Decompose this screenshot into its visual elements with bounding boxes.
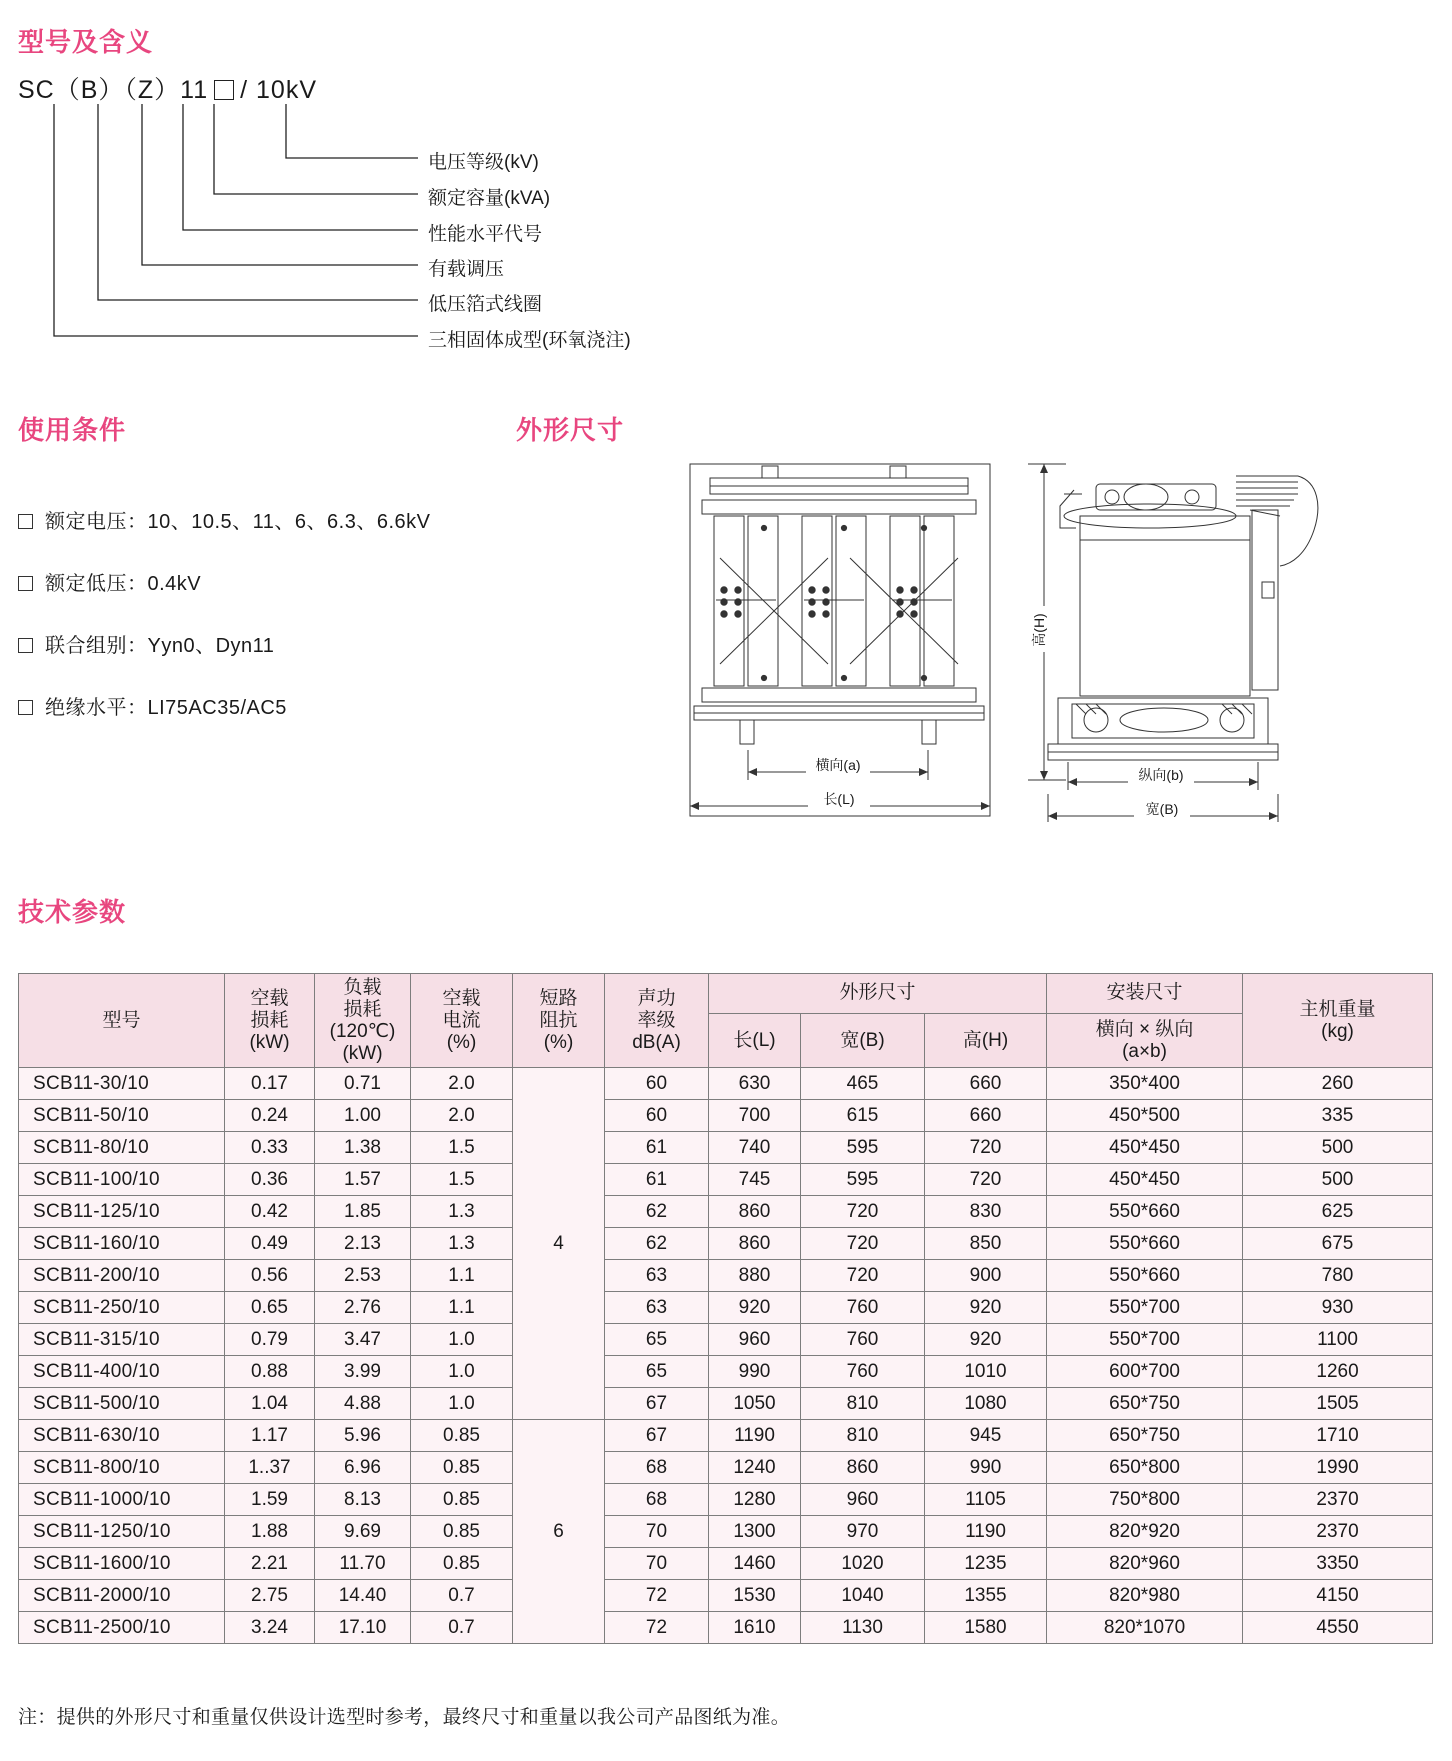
cell-load-loss: 1.57 (315, 1164, 411, 1196)
cell-outline-width: 960 (801, 1484, 925, 1516)
cell-outline-width: 720 (801, 1196, 925, 1228)
cell-weight: 1100 (1243, 1324, 1433, 1356)
col-header-outline-width: 宽(B) (801, 1013, 925, 1068)
dim-label-longitudinal: 纵向(b) (1138, 767, 1184, 783)
model-code (18, 70, 317, 106)
parameters-table-body (19, 1068, 1433, 1644)
cell-sound-power: 72 (605, 1580, 709, 1612)
usage-conditions-section (18, 410, 538, 753)
cell-outline-width: 1040 (801, 1580, 925, 1612)
cell-sound-power: 62 (605, 1228, 709, 1260)
cell-no-load-loss: 3.24 (225, 1612, 315, 1644)
col-header-outline-dimensions: 外形尺寸 (709, 974, 1047, 1014)
cell-no-load-loss: 0.17 (225, 1068, 315, 1100)
leader-label-performance-code: 性能水平代号 (428, 224, 543, 245)
cell-outline-height: 920 (925, 1324, 1047, 1356)
cell-weight: 3350 (1243, 1548, 1433, 1580)
leader-label-voltage-class: 电压等级(kV) (428, 152, 539, 173)
cell-no-load-current: 2.0 (411, 1100, 513, 1132)
cell-outline-width: 970 (801, 1516, 925, 1548)
cell-sound-power: 63 (605, 1292, 709, 1324)
cell-load-loss: 1.00 (315, 1100, 411, 1132)
cell-outline-width: 1020 (801, 1548, 925, 1580)
cell-load-loss: 2.76 (315, 1292, 411, 1324)
cell-sound-power: 61 (605, 1164, 709, 1196)
table-row (19, 1612, 1433, 1644)
cell-outline-width: 465 (801, 1068, 925, 1100)
cell-outline-length: 1050 (709, 1388, 801, 1420)
col-header-line: (kW) (342, 1042, 383, 1064)
table-row (19, 1452, 1433, 1484)
outline-dimension-section (516, 410, 1436, 817)
cell-weight: 2370 (1243, 1516, 1433, 1548)
cell-model: SCB11-500/10 (19, 1388, 225, 1420)
usage-item-insulation-level (18, 691, 538, 720)
cell-install-dimensions: 820*980 (1047, 1580, 1243, 1612)
cell-sound-power: 65 (605, 1356, 709, 1388)
cell-load-loss: 11.70 (315, 1548, 411, 1580)
cell-install-dimensions: 350*400 (1047, 1068, 1243, 1100)
cell-outline-length: 745 (709, 1164, 801, 1196)
cell-short-circuit-impedance: 6 (513, 1420, 605, 1644)
cell-sound-power: 63 (605, 1260, 709, 1292)
cell-weight: 1710 (1243, 1420, 1433, 1452)
cell-load-loss: 5.96 (315, 1420, 411, 1452)
cell-load-loss: 3.99 (315, 1356, 411, 1388)
leader-label-three-phase-cast: 三相固体成型(环氧浇注) (428, 330, 631, 351)
model-section-title: 型号及含义 (18, 27, 154, 57)
cell-model: SCB11-125/10 (19, 1196, 225, 1228)
checkbox-icon (18, 576, 33, 591)
cell-no-load-loss: 1.17 (225, 1420, 315, 1452)
cell-no-load-current: 1.1 (411, 1292, 513, 1324)
dim-label-transverse: 横向(a) (815, 757, 861, 773)
col-header-line: 主机重量 (1299, 998, 1376, 1020)
cell-model: SCB11-1000/10 (19, 1484, 225, 1516)
cell-no-load-loss: 1.88 (225, 1516, 315, 1548)
table-row (19, 1196, 1433, 1228)
cell-outline-width: 810 (801, 1420, 925, 1452)
cell-model: SCB11-200/10 (19, 1260, 225, 1292)
cell-outline-height: 850 (925, 1228, 1047, 1260)
cell-outline-width: 615 (801, 1100, 925, 1132)
cell-outline-height: 900 (925, 1260, 1047, 1292)
dim-label-width: 宽(B) (1145, 801, 1179, 817)
cell-load-loss: 1.85 (315, 1196, 411, 1228)
dim-label-height: 高(H) (1031, 613, 1047, 647)
col-header-line: (kg) (1321, 1020, 1354, 1042)
cell-outline-height: 660 (925, 1100, 1047, 1132)
cell-weight: 335 (1243, 1100, 1433, 1132)
cell-outline-width: 760 (801, 1324, 925, 1356)
cell-outline-length: 1610 (709, 1612, 801, 1644)
cell-outline-height: 720 (925, 1164, 1047, 1196)
table-row (19, 1260, 1433, 1292)
table-row (19, 1324, 1433, 1356)
cell-model: SCB11-160/10 (19, 1228, 225, 1260)
cell-install-dimensions: 450*450 (1047, 1164, 1243, 1196)
col-header-line: 横向 × 纵向 (1095, 1018, 1194, 1040)
cell-install-dimensions: 600*700 (1047, 1356, 1243, 1388)
cell-install-dimensions: 650*750 (1047, 1388, 1243, 1420)
col-header-line: 负载 (343, 977, 382, 998)
cell-load-loss: 2.53 (315, 1260, 411, 1292)
cell-no-load-loss: 2.21 (225, 1548, 315, 1580)
cell-no-load-loss: 0.42 (225, 1196, 315, 1228)
cell-weight: 4550 (1243, 1612, 1433, 1644)
col-header-line: 空载 (442, 987, 481, 1009)
col-header-no-load-loss (225, 974, 315, 1068)
cell-no-load-current: 0.85 (411, 1452, 513, 1484)
cell-outline-length: 960 (709, 1324, 801, 1356)
cell-weight: 500 (1243, 1164, 1433, 1196)
cell-outline-length: 880 (709, 1260, 801, 1292)
model-code-prefix: SC（B）（Z）11 (18, 76, 209, 104)
cell-outline-length: 740 (709, 1132, 801, 1164)
cell-install-dimensions: 650*800 (1047, 1452, 1243, 1484)
cell-load-loss: 17.10 (315, 1612, 411, 1644)
cell-weight: 675 (1243, 1228, 1433, 1260)
col-header-line: 声功 (637, 987, 676, 1009)
table-row (19, 1100, 1433, 1132)
usage-section-title: 使用条件 (18, 415, 127, 445)
col-header-outline-length: 长(L) (709, 1013, 801, 1068)
cell-outline-length: 1460 (709, 1548, 801, 1580)
cell-sound-power: 67 (605, 1420, 709, 1452)
col-header-line: (kW) (249, 1031, 290, 1053)
cell-model: SCB11-630/10 (19, 1420, 225, 1452)
cell-weight: 930 (1243, 1292, 1433, 1324)
cell-sound-power: 68 (605, 1484, 709, 1516)
col-header-install-sub (1047, 1013, 1243, 1068)
table-row (19, 1484, 1433, 1516)
usage-item-rated-voltage (18, 505, 538, 534)
cell-load-loss: 6.96 (315, 1452, 411, 1484)
cell-outline-width: 1130 (801, 1612, 925, 1644)
cell-no-load-loss: 0.49 (225, 1228, 315, 1260)
cell-model: SCB11-30/10 (19, 1068, 225, 1100)
cell-no-load-current: 0.85 (411, 1420, 513, 1452)
cell-no-load-current: 1.0 (411, 1356, 513, 1388)
col-header-load-loss (315, 974, 411, 1068)
cell-install-dimensions: 450*450 (1047, 1132, 1243, 1164)
cell-install-dimensions: 450*500 (1047, 1100, 1243, 1132)
cell-weight: 1505 (1243, 1388, 1433, 1420)
transformer-drawing (676, 450, 1436, 870)
cell-outline-height: 1190 (925, 1516, 1047, 1548)
col-header-line: 空载 (250, 987, 289, 1009)
table-note: 注：提供的外形尺寸和重量仅供设计选型时参考，最终尺寸和重量以我公司产品图纸为准。 (18, 1707, 791, 1728)
col-header-no-load-current (411, 974, 513, 1068)
cell-load-loss: 0.71 (315, 1068, 411, 1100)
cell-no-load-current: 2.0 (411, 1068, 513, 1100)
table-row (19, 1068, 1433, 1100)
cell-sound-power: 60 (605, 1100, 709, 1132)
model-meaning-section (18, 22, 778, 351)
col-header-install-dimensions: 安装尺寸 (1047, 974, 1243, 1014)
cell-outline-height: 1235 (925, 1548, 1047, 1580)
cell-sound-power: 72 (605, 1612, 709, 1644)
cell-outline-height: 1580 (925, 1612, 1047, 1644)
table-row (19, 1580, 1433, 1612)
cell-outline-width: 720 (801, 1228, 925, 1260)
cell-weight: 500 (1243, 1132, 1433, 1164)
cell-outline-length: 860 (709, 1228, 801, 1260)
leader-lines (18, 104, 718, 354)
checkbox-icon (18, 638, 33, 653)
col-header-short-circuit-impedance (513, 974, 605, 1068)
cell-install-dimensions: 820*1070 (1047, 1612, 1243, 1644)
cell-model: SCB11-100/10 (19, 1164, 225, 1196)
table-row (19, 1356, 1433, 1388)
cell-no-load-loss: 0.36 (225, 1164, 315, 1196)
cell-outline-height: 830 (925, 1196, 1047, 1228)
col-header-line: (a×b) (1122, 1040, 1167, 1062)
cell-no-load-current: 1.0 (411, 1388, 513, 1420)
technical-parameters-section (18, 892, 1436, 1644)
cell-install-dimensions: 820*920 (1047, 1516, 1243, 1548)
cell-outline-width: 595 (801, 1132, 925, 1164)
cell-outline-width: 595 (801, 1164, 925, 1196)
cell-weight: 1990 (1243, 1452, 1433, 1484)
col-header-sound-power (605, 974, 709, 1068)
cell-install-dimensions: 550*660 (1047, 1228, 1243, 1260)
cell-outline-height: 945 (925, 1420, 1047, 1452)
cell-install-dimensions: 750*800 (1047, 1484, 1243, 1516)
cell-model: SCB11-800/10 (19, 1452, 225, 1484)
checkbox-icon (18, 514, 33, 529)
dim-label-length: 长(L) (823, 791, 855, 807)
table-row (19, 1388, 1433, 1420)
col-header-line: dB(A) (632, 1031, 681, 1053)
cell-load-loss: 8.13 (315, 1484, 411, 1516)
col-header-line: 损耗 (343, 998, 382, 1020)
cell-outline-height: 660 (925, 1068, 1047, 1100)
usage-item-label: 额定电压：10、10.5、11、6、6.3、6.6kV (45, 511, 431, 533)
cell-sound-power: 70 (605, 1548, 709, 1580)
cell-outline-height: 720 (925, 1132, 1047, 1164)
cell-no-load-current: 1.3 (411, 1228, 513, 1260)
cell-no-load-current: 0.7 (411, 1580, 513, 1612)
cell-outline-length: 1190 (709, 1420, 801, 1452)
table-row (19, 1228, 1433, 1260)
col-header-line: 率级 (637, 1009, 676, 1031)
tech-section-title: 技术参数 (18, 897, 127, 927)
cell-outline-height: 1355 (925, 1580, 1047, 1612)
cell-load-loss: 2.13 (315, 1228, 411, 1260)
cell-no-load-loss: 0.33 (225, 1132, 315, 1164)
cell-no-load-current: 1.0 (411, 1324, 513, 1356)
col-header-line: (%) (446, 1031, 477, 1053)
cell-sound-power: 60 (605, 1068, 709, 1100)
col-header-model: 型号 (19, 974, 225, 1068)
usage-item-label: 额定低压：0.4kV (45, 573, 202, 595)
cell-sound-power: 61 (605, 1132, 709, 1164)
cell-model: SCB11-315/10 (19, 1324, 225, 1356)
cell-load-loss: 3.47 (315, 1324, 411, 1356)
col-header-outline-height: 高(H) (925, 1013, 1047, 1068)
col-header-weight (1243, 974, 1433, 1068)
cell-no-load-current: 0.85 (411, 1516, 513, 1548)
table-row (19, 1292, 1433, 1324)
cell-no-load-current: 1.5 (411, 1164, 513, 1196)
cell-outline-length: 920 (709, 1292, 801, 1324)
cell-sound-power: 62 (605, 1196, 709, 1228)
cell-model: SCB11-2000/10 (19, 1580, 225, 1612)
cell-install-dimensions: 650*750 (1047, 1420, 1243, 1452)
checkbox-icon (18, 700, 33, 715)
dimension-section-title: 外形尺寸 (516, 415, 625, 445)
cell-install-dimensions: 550*660 (1047, 1196, 1243, 1228)
cell-load-loss: 14.40 (315, 1580, 411, 1612)
cell-outline-width: 720 (801, 1260, 925, 1292)
cell-no-load-loss: 0.79 (225, 1324, 315, 1356)
cell-no-load-loss: 1.59 (225, 1484, 315, 1516)
cell-no-load-loss: 2.75 (225, 1580, 315, 1612)
cell-outline-length: 1300 (709, 1516, 801, 1548)
cell-no-load-loss: 1.04 (225, 1388, 315, 1420)
cell-no-load-current: 0.7 (411, 1612, 513, 1644)
table-row (19, 1516, 1433, 1548)
cell-load-loss: 4.88 (315, 1388, 411, 1420)
cell-weight: 1260 (1243, 1356, 1433, 1388)
table-row (19, 1420, 1433, 1452)
cell-outline-length: 1240 (709, 1452, 801, 1484)
cell-model: SCB11-400/10 (19, 1356, 225, 1388)
table-header-row-1 (19, 974, 1433, 1014)
parameters-table (18, 973, 1433, 1644)
cell-no-load-current: 1.1 (411, 1260, 513, 1292)
cell-sound-power: 70 (605, 1516, 709, 1548)
cell-weight: 260 (1243, 1068, 1433, 1100)
cell-outline-width: 810 (801, 1388, 925, 1420)
cell-no-load-current: 0.85 (411, 1548, 513, 1580)
cell-load-loss: 1.38 (315, 1132, 411, 1164)
cell-model: SCB11-80/10 (19, 1132, 225, 1164)
cell-no-load-current: 1.3 (411, 1196, 513, 1228)
leader-label-rated-capacity: 额定容量(kVA) (428, 188, 551, 209)
model-code-suffix: / 10kV (240, 76, 318, 104)
cell-outline-height: 1080 (925, 1388, 1047, 1420)
cell-model: SCB11-2500/10 (19, 1612, 225, 1644)
cell-outline-height: 1010 (925, 1356, 1047, 1388)
cell-no-load-loss: 0.24 (225, 1100, 315, 1132)
cell-short-circuit-impedance: 4 (513, 1068, 605, 1420)
table-row (19, 1164, 1433, 1196)
cell-outline-length: 1530 (709, 1580, 801, 1612)
leader-label-lv-foil-coil: 低压箔式线圈 (428, 294, 543, 315)
cell-no-load-loss: 1..37 (225, 1452, 315, 1484)
table-row (19, 1548, 1433, 1580)
cell-no-load-loss: 0.56 (225, 1260, 315, 1292)
cell-model: SCB11-250/10 (19, 1292, 225, 1324)
cell-outline-width: 860 (801, 1452, 925, 1484)
cell-outline-width: 760 (801, 1292, 925, 1324)
col-header-line: 损耗 (250, 1009, 289, 1031)
cell-outline-length: 990 (709, 1356, 801, 1388)
model-code-placeholder-box (214, 80, 234, 100)
leader-label-on-load-tap: 有载调压 (428, 259, 505, 280)
cell-sound-power: 67 (605, 1388, 709, 1420)
cell-weight: 780 (1243, 1260, 1433, 1292)
cell-model: SCB11-1250/10 (19, 1516, 225, 1548)
usage-item-vector-group (18, 629, 538, 658)
cell-outline-length: 1280 (709, 1484, 801, 1516)
cell-load-loss: 9.69 (315, 1516, 411, 1548)
cell-outline-height: 920 (925, 1292, 1047, 1324)
cell-install-dimensions: 820*960 (1047, 1548, 1243, 1580)
cell-outline-height: 990 (925, 1452, 1047, 1484)
cell-outline-width: 760 (801, 1356, 925, 1388)
cell-outline-length: 630 (709, 1068, 801, 1100)
col-header-line: 短路 (539, 987, 578, 1009)
cell-sound-power: 65 (605, 1324, 709, 1356)
usage-item-label: 联合组别：Yyn0、Dyn11 (45, 635, 275, 657)
usage-item-label: 绝缘水平：LI75AC35/AC5 (45, 697, 287, 719)
cell-weight: 625 (1243, 1196, 1433, 1228)
cell-outline-length: 700 (709, 1100, 801, 1132)
col-header-line: 电流 (442, 1009, 481, 1031)
table-row (19, 1132, 1433, 1164)
col-header-line: (120℃) (329, 1020, 396, 1042)
cell-outline-length: 860 (709, 1196, 801, 1228)
cell-sound-power: 68 (605, 1452, 709, 1484)
cell-weight: 2370 (1243, 1484, 1433, 1516)
cell-model: SCB11-1600/10 (19, 1548, 225, 1580)
cell-install-dimensions: 550*700 (1047, 1324, 1243, 1356)
usage-item-rated-lv (18, 567, 538, 596)
cell-no-load-current: 0.85 (411, 1484, 513, 1516)
cell-no-load-loss: 0.65 (225, 1292, 315, 1324)
cell-outline-height: 1105 (925, 1484, 1047, 1516)
col-header-line: (%) (543, 1031, 574, 1053)
cell-no-load-current: 1.5 (411, 1132, 513, 1164)
cell-install-dimensions: 550*700 (1047, 1292, 1243, 1324)
cell-no-load-loss: 0.88 (225, 1356, 315, 1388)
cell-model: SCB11-50/10 (19, 1100, 225, 1132)
cell-weight: 4150 (1243, 1580, 1433, 1612)
cell-install-dimensions: 550*660 (1047, 1260, 1243, 1292)
col-header-line: 阻抗 (539, 1009, 578, 1031)
